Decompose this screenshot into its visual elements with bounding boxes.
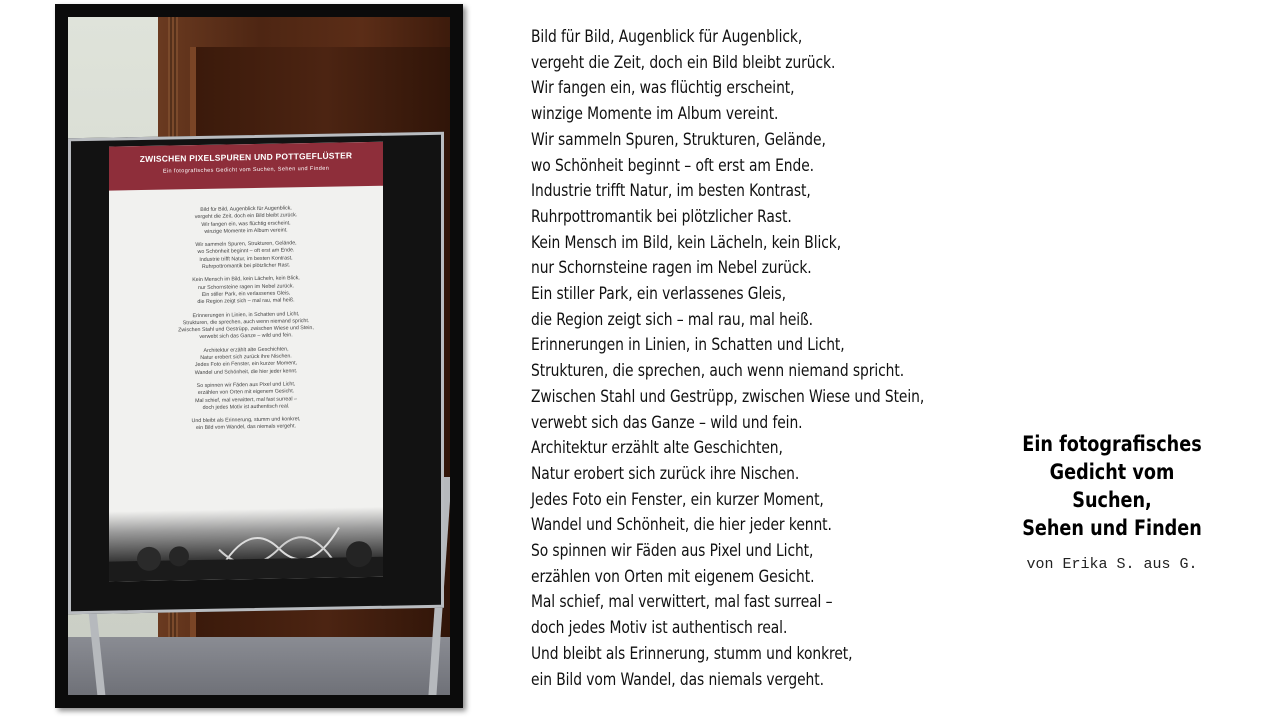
poster-line: wo Schönheit beginnt – oft erst am Ende. — [197, 247, 295, 256]
poster-line: Erinnerungen in Linien, in Schatten und Licht, — [192, 310, 300, 319]
poster-line: vergeht die Zeit, doch ein Bild bleibt zurück. — [194, 212, 298, 221]
caption-title-line: Gedicht vom Suchen, — [1049, 460, 1175, 512]
poem-line: Bild für Bild, Augenblick für Augenblick, — [531, 27, 803, 46]
poem-line: Zwischen Stahl und Gestrüpp, zwischen Wiese und Stein, — [531, 386, 925, 406]
poster-line: Ein stiller Park, ein verlassenes Gleis, — [201, 290, 291, 298]
poem-line: die Region zeigt sich – mal rau, mal heiß. — [531, 309, 814, 329]
poster-line: Natur erobert sich zurück ihre Nischen. — [200, 353, 292, 362]
poster-line: Industrie trifft Natur, im besten Kontrast, — [199, 255, 293, 263]
poster-line: Strukturen, die sprechen, auch wenn niemand spricht. — [182, 317, 310, 327]
poster-stanza — [121, 380, 371, 414]
poster-header — [109, 142, 383, 191]
poem-line: Kein Mensch im Bild, kein Lächeln, kein Blick, — [531, 232, 842, 252]
poem-line: Jedes Foto ein Fenster, ein kurzer Moment, — [531, 489, 824, 509]
poem-line: vergeht die Zeit, doch ein Bild bleibt zurück. — [531, 52, 836, 72]
poster-line: Architektur erzählt alte Geschichten, — [203, 346, 289, 354]
poem-line: Ruhrpottromantik bei plötzlicher Rast. — [531, 206, 792, 226]
poster-line: doch jedes Motiv ist authentisch real. — [202, 403, 290, 411]
poster-line: verwebt sich das Ganze – wild und fein. — [199, 332, 293, 341]
floor — [68, 637, 450, 695]
skyline-illustration — [109, 507, 383, 582]
caption-title — [1010, 430, 1215, 542]
caption-title-line: Sehen und Finden — [1022, 516, 1202, 540]
poster-poem — [109, 186, 383, 435]
poster-line: Mal schief, mal verwittert, mal fast surreal – — [195, 395, 297, 404]
poster-stanza — [121, 239, 371, 273]
poem-line: Natur erobert sich zurück ihre Nischen. — [531, 463, 800, 483]
poster-line: nur Schornsteine ragen im Nebel zurück. — [198, 283, 294, 291]
poster-stanza — [121, 310, 371, 344]
poem-text — [531, 24, 926, 692]
poem-line: Industrie trifft Natur, im besten Kontrast, — [531, 181, 811, 201]
poster-line: So spinnen wir Fäden aus Pixel und Licht, — [196, 381, 296, 389]
poster-skyline-photo — [109, 507, 383, 582]
poster-line: Kein Mensch im Bild, kein Lächeln, kein Blick, — [192, 275, 300, 284]
poem-line: verwebt sich das Ganze – wild und fein. — [531, 412, 803, 432]
poem-line: ein Bild vom Wandel, das niemals vergeht. — [531, 669, 824, 689]
poster-line: ein Bild vom Wandel, das niemals vergeht. — [196, 423, 296, 432]
poster-stanza — [121, 345, 371, 379]
poster-stanza — [121, 274, 371, 308]
poster-line: Wandel und Schönheit, die hier jeder kennt. — [194, 367, 298, 376]
poster — [109, 142, 383, 582]
poster-subtitle: Ein fotografisches Gedicht vom Suchen, Sehen und Finden — [162, 165, 330, 175]
poem-line: winzige Momente im Album vereint. — [531, 104, 779, 124]
display-board — [68, 132, 444, 615]
poem-line: Erinnerungen in Linien, in Schatten und Licht, — [531, 335, 845, 355]
poem-line: Mal schief, mal verwittert, mal fast surreal – — [531, 592, 833, 612]
poem-line: Wandel und Schönheit, die hier jeder kennt. — [531, 515, 832, 535]
poster-stanza — [121, 204, 371, 238]
poem-line: erzählen von Orten mit eigenem Gesicht. — [531, 566, 815, 586]
caption — [990, 430, 1234, 573]
poem-line: Wir fangen ein, was flüchtig erscheint, — [531, 78, 795, 98]
poster-line: Jedes Foto ein Fenster, ein kurzer Moment, — [194, 360, 298, 369]
poster-line: Wir fangen ein, was flüchtig erscheint, — [201, 219, 291, 228]
caption-author: von Erika S. aus G. — [1026, 556, 1198, 573]
poster-line: winzige Momente im Album vereint. — [204, 227, 288, 235]
poster-line: Wir sammeln Spuren, Strukturen, Gelände, — [195, 240, 297, 249]
poster-title: ZWISCHEN PIXELSPUREN UND POTTGEFLÜSTER — [139, 150, 353, 165]
poster-line: Zwischen Stahl und Gestrüpp, zwischen Wiese und Stein, — [178, 325, 314, 334]
poem-line: wo Schönheit beginnt – oft erst am Ende. — [531, 155, 814, 175]
poem-line: doch jedes Motiv ist authentisch real. — [531, 618, 788, 638]
poster-line: die Region zeigt sich – mal rau, mal heiß. — [197, 297, 295, 306]
poster-line: erzählen von Orten mit eigenem Gesicht. — [197, 388, 295, 397]
poem-line: Architektur erzählt alte Geschichten, — [531, 438, 783, 458]
poster-line: Ruhrpottromantik bei plötzlicher Rast. — [201, 262, 291, 271]
poem-line: Und bleibt als Erinnerung, stumm und konkret, — [531, 643, 853, 663]
poem-line: Strukturen, die sprechen, auch wenn niemand spricht. — [531, 361, 905, 381]
poem-line: So spinnen wir Fäden aus Pixel und Licht, — [531, 541, 814, 561]
poster-line: Bild für Bild, Augenblick für Augenblick, — [200, 205, 292, 213]
caption-title-line: Ein fotografisches — [1022, 432, 1202, 456]
poem-line: Ein stiller Park, ein verlassenes Gleis, — [531, 284, 786, 304]
exhibition-photo — [68, 17, 450, 695]
photo-frame — [55, 4, 463, 708]
poster-stanza — [121, 415, 371, 434]
poster-line: Und bleibt als Erinnerung, stumm und konkret, — [191, 416, 301, 425]
poem-line: Wir sammeln Spuren, Strukturen, Gelände, — [531, 129, 826, 149]
poem-line: nur Schornsteine ragen im Nebel zurück. — [531, 258, 812, 278]
